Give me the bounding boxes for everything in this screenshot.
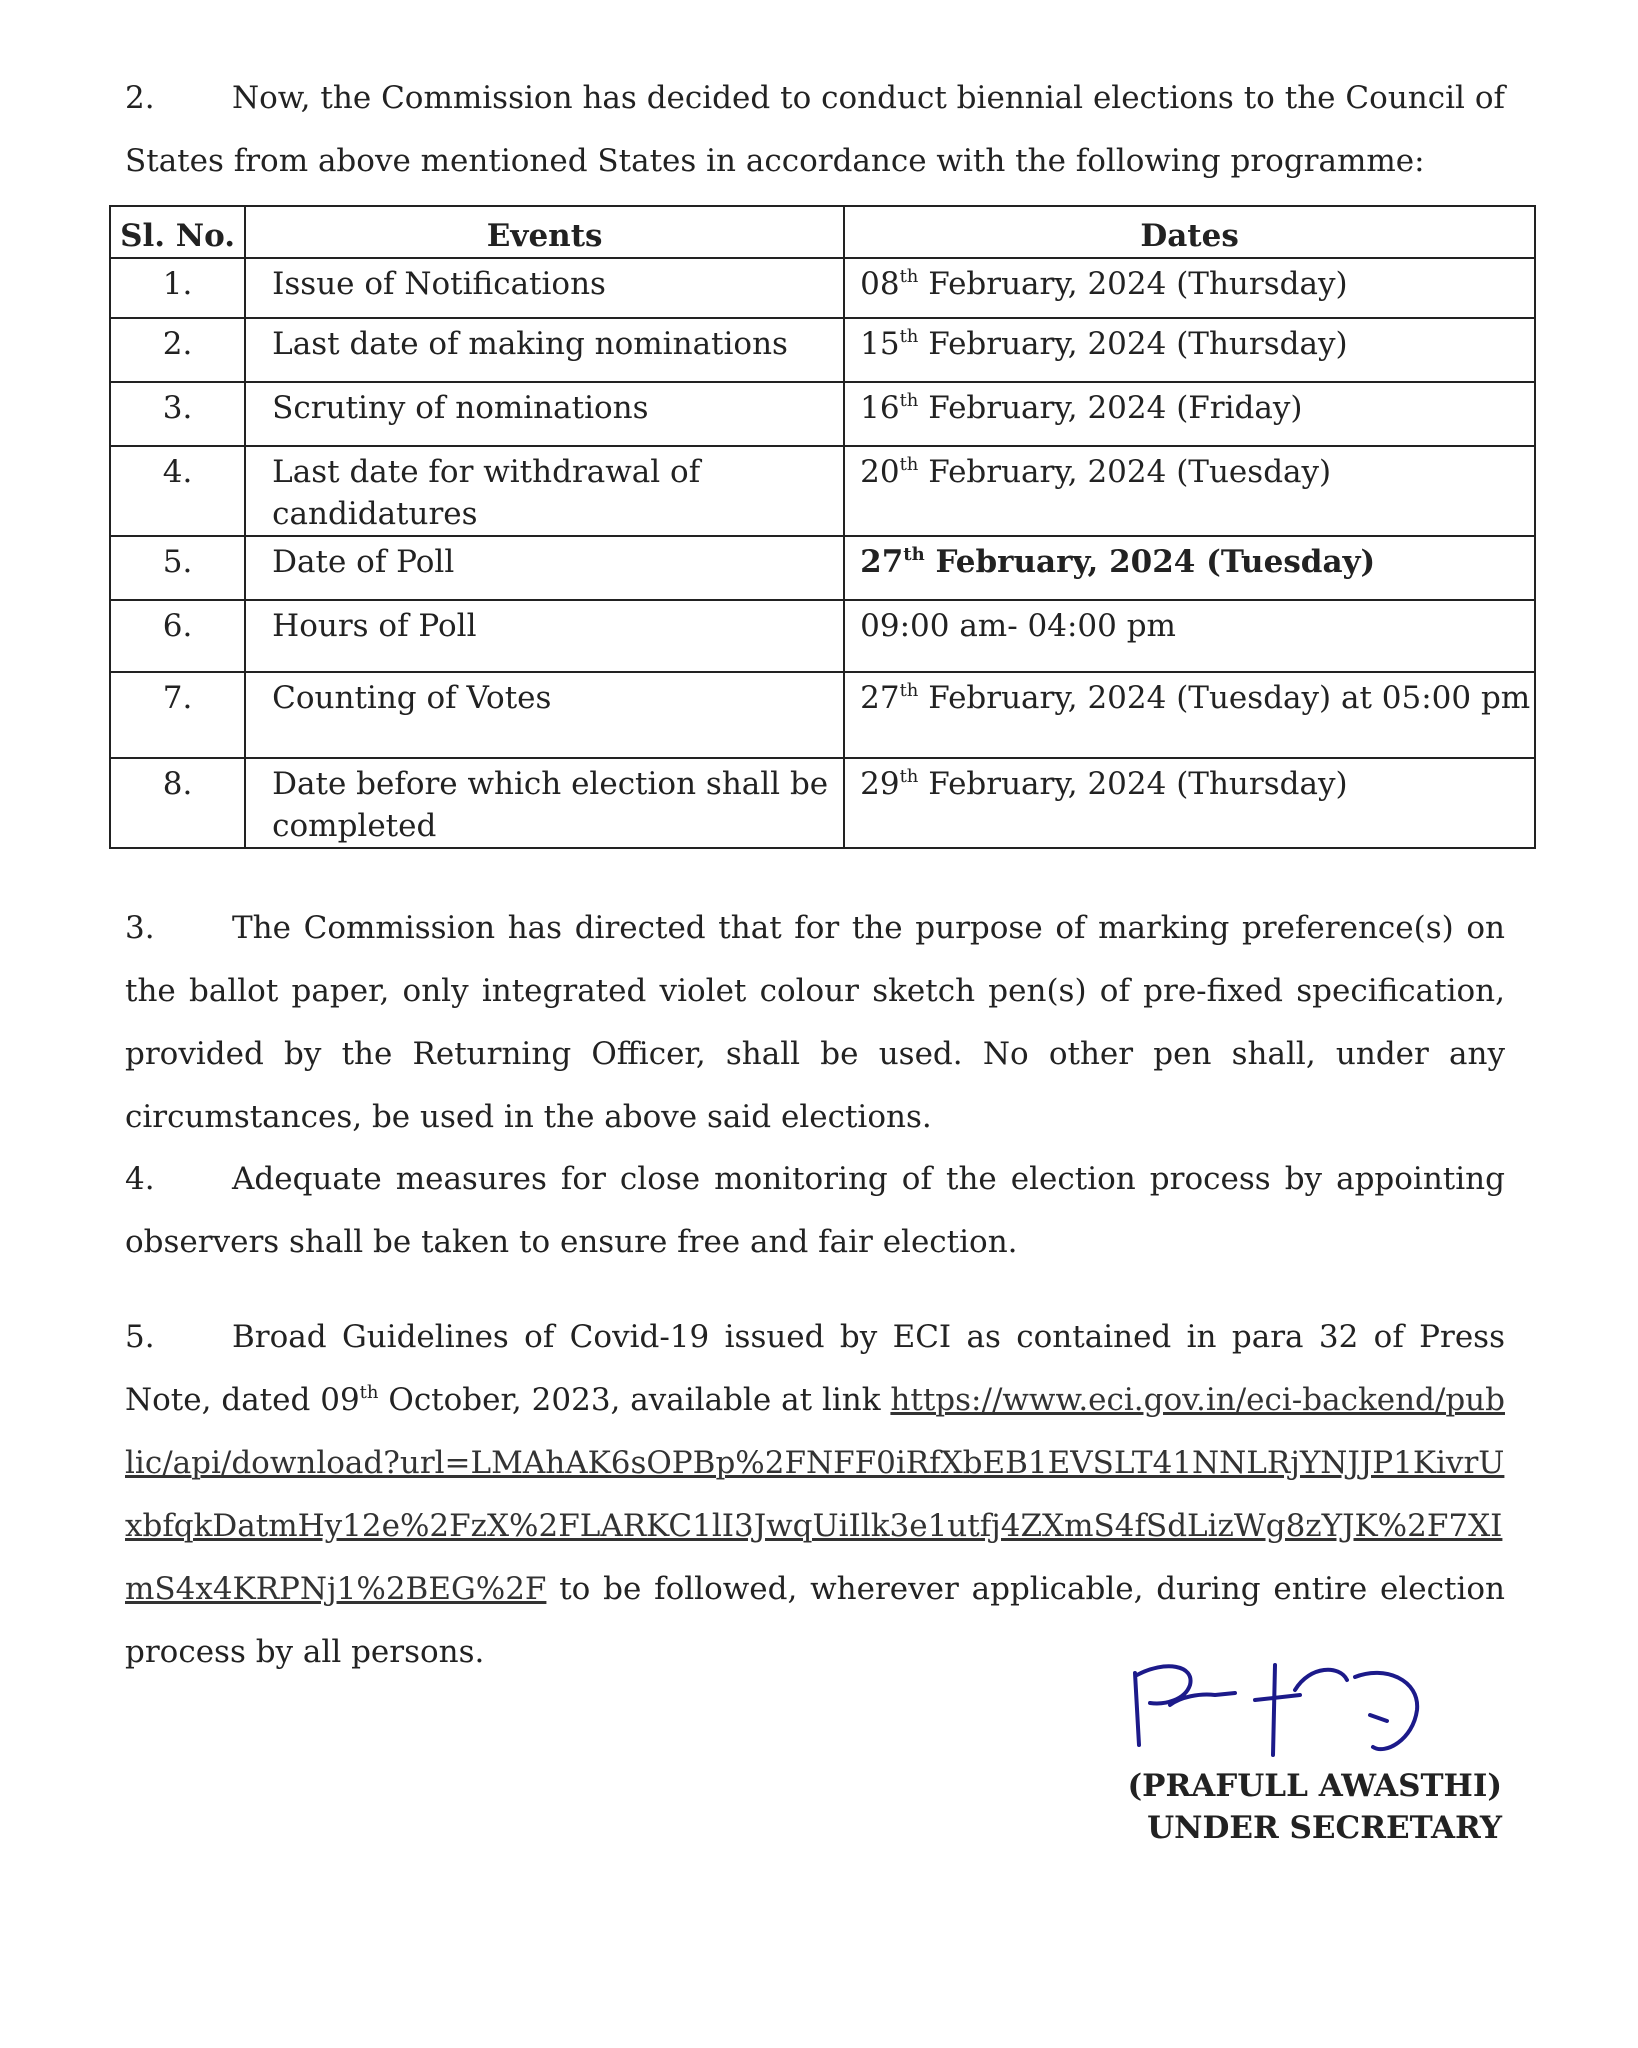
cell-event: Last date of making nominations xyxy=(245,318,844,382)
paragraph-number: 4. xyxy=(125,1161,155,1197)
cell-date xyxy=(844,600,1535,672)
cell-date xyxy=(844,382,1535,446)
cell-sl-no: 5. xyxy=(110,536,245,600)
paragraph-text: to be followed, wherever applicable, during entire election process by all persons. xyxy=(125,1571,1505,1670)
paragraph-text: October, 2023, available at link xyxy=(378,1382,891,1418)
table-row xyxy=(110,258,1535,318)
cell-date xyxy=(844,758,1535,848)
date-rest: February, 2024 (Tuesday) at 05:00 pm xyxy=(918,680,1531,716)
cell-event: Hours of Poll xyxy=(245,600,844,672)
table-row xyxy=(110,382,1535,446)
table-row xyxy=(110,318,1535,382)
paragraph-2 xyxy=(125,67,1505,193)
header-sl-no: Sl. No. xyxy=(110,206,245,258)
cell-sl-no: 6. xyxy=(110,600,245,672)
paragraph-text: Broad Guidelines of Covid-19 issued by ECI as contained in para 32 of Press Note, dated 09 xyxy=(125,1319,1505,1418)
paragraph-3 xyxy=(125,897,1505,1149)
cell-date xyxy=(844,536,1535,600)
cell-sl-no: 3. xyxy=(110,382,245,446)
date-rest: February, 2024 (Friday) xyxy=(918,390,1303,426)
paragraph-text: Now, the Commission has decided to conduct biennial elections to the Council of States from above mentioned States in accordance with the following programme: xyxy=(125,80,1505,179)
paragraph-4 xyxy=(125,1148,1505,1274)
date-day: 29 xyxy=(860,766,900,802)
paragraph-text: The Commission has directed that for the purpose of marking preference(s) on the ballot paper, only integrated violet colour sketch pen(s) of pre-fixed specification, provided by the Returning Officer, shall be used. No other pen shall, under any circumstances, be used in the above said elections. xyxy=(125,910,1505,1135)
table-row xyxy=(110,672,1535,758)
date-superscript: th xyxy=(899,390,919,411)
paragraph-text: Adequate measures for close monitoring of the election process by appointing observers shall be taken to ensure free and fair election. xyxy=(125,1161,1505,1260)
paragraph-number: 2. xyxy=(125,80,155,116)
table-row xyxy=(110,600,1535,672)
cell-sl-no: 8. xyxy=(110,758,245,848)
cell-event: Last date for withdrawal of candidatures xyxy=(245,446,844,536)
cell-sl-no: 2. xyxy=(110,318,245,382)
date-superscript: th xyxy=(899,326,919,347)
cell-date xyxy=(844,318,1535,382)
cell-event: Date before which election shall be completed xyxy=(245,758,844,848)
date-rest: February, 2024 (Thursday) xyxy=(918,326,1348,362)
date-day: 09:00 am- 04:00 pm xyxy=(860,608,1176,644)
table-row xyxy=(110,758,1535,848)
header-dates: Dates xyxy=(844,206,1535,258)
signatory-name: (PRAFULL AWASTHI) xyxy=(1127,1768,1502,1804)
date-day: 08 xyxy=(860,266,900,302)
paragraph-number: 3. xyxy=(125,910,155,946)
date-rest: February, 2024 (Tuesday) xyxy=(918,454,1332,490)
election-schedule-table xyxy=(109,205,1536,849)
superscript: th xyxy=(359,1382,379,1403)
date-day: 27 xyxy=(860,680,900,716)
date-rest: February, 2024 (Thursday) xyxy=(918,766,1348,802)
date-day: 20 xyxy=(860,454,900,490)
signatory-block xyxy=(1127,1765,1502,1849)
paragraph-5 xyxy=(125,1306,1505,1684)
cell-sl-no: 4. xyxy=(110,446,245,536)
date-superscript: th xyxy=(899,266,919,287)
table-row xyxy=(110,536,1535,600)
paragraph-number: 5. xyxy=(125,1319,155,1355)
cell-event: Issue of Notifications xyxy=(245,258,844,318)
date-superscript: th xyxy=(903,544,925,565)
signature-image xyxy=(1125,1635,1445,1775)
cell-sl-no: 1. xyxy=(110,258,245,318)
cell-date xyxy=(844,446,1535,536)
date-rest: February, 2024 (Thursday) xyxy=(918,266,1348,302)
date-day: 27 xyxy=(860,544,904,580)
header-events: Events xyxy=(245,206,844,258)
table-header-row xyxy=(110,206,1535,258)
guidelines-link[interactable]: https://www.eci.gov.in/eci-backend/public/api/download?url=LMAhAK6sOPBp%2FNFF0iRfXbEB1EVSLT41NNLRjYNJJP1KivrUxbfqkDatmHy12e%2FzX%2FLARKC1lI3JwqUiIlk3e1utfj4ZXmS4fSdLizWg8zYJK%2F7XImS4x4KRPNj1%2BEG%2F xyxy=(125,1382,1505,1607)
cell-event: Counting of Votes xyxy=(245,672,844,758)
cell-date xyxy=(844,258,1535,318)
cell-sl-no: 7. xyxy=(110,672,245,758)
date-superscript: th xyxy=(899,680,919,701)
date-superscript: th xyxy=(899,454,919,475)
signatory-designation: UNDER SECRETARY xyxy=(1147,1810,1502,1846)
date-rest: February, 2024 (Tuesday) xyxy=(924,544,1376,580)
date-day: 15 xyxy=(860,326,900,362)
date-superscript: th xyxy=(899,766,919,787)
cell-date xyxy=(844,672,1535,758)
cell-event: Scrutiny of nominations xyxy=(245,382,844,446)
table-row xyxy=(110,446,1535,536)
date-day: 16 xyxy=(860,390,900,426)
cell-event: Date of Poll xyxy=(245,536,844,600)
